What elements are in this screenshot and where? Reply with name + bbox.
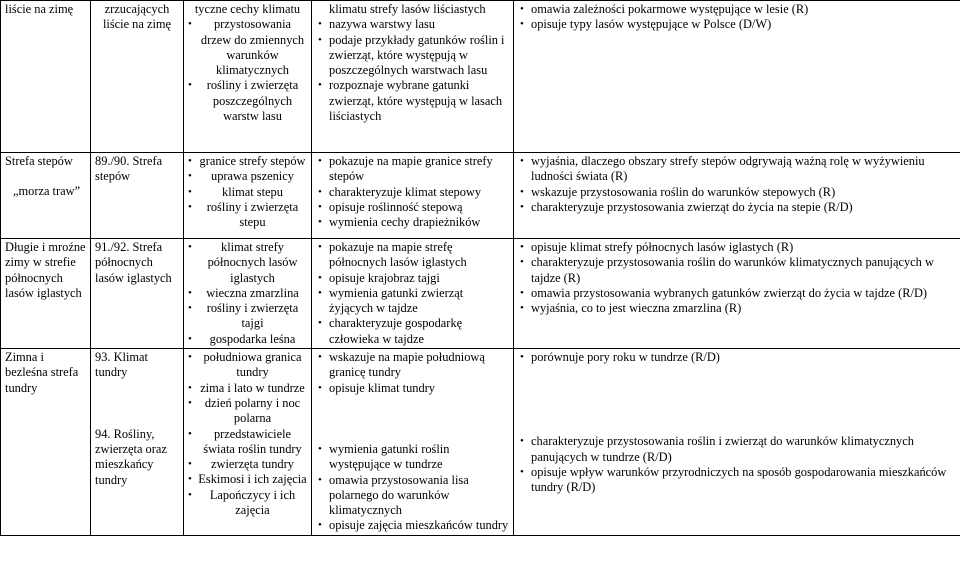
list-item: • przedstawiciele świata roślin tundry: [188, 427, 307, 458]
lesson-text: 89./90. Strefa stepów: [95, 154, 163, 184]
list-item: • wskazuje przystosowania roślin do warunków stepowych (R): [519, 185, 956, 200]
extended-req-cell: [514, 153, 960, 239]
basic-req-cell: [312, 1, 514, 153]
lesson-cell: [91, 153, 184, 239]
topic-text: Zimna i bezleśna strefa tundry: [5, 350, 79, 395]
list-item: • wieczna zmarzlina: [188, 286, 307, 301]
list-item: • opisuje roślinność stepową: [317, 200, 509, 215]
list-item: • dzień polarny i noc polarna: [188, 396, 307, 427]
table-row: [1, 153, 960, 239]
list-item: • opisuje klimat strefy północnych lasów iglastych (R): [519, 240, 956, 255]
topic-cell: [1, 239, 91, 349]
list-item: • Eskimosi i ich zajęcia: [188, 472, 307, 487]
extended-req-cell: [514, 349, 960, 536]
topic-cell: [1, 153, 91, 239]
requirement-text: klimatu strefy lasów liściastych: [329, 2, 486, 16]
list-item: • omawia zależności pokarmowe występujące w lesie (R): [519, 2, 956, 17]
list-item: • klimat stepu: [188, 185, 307, 200]
extended-req-cell: [514, 1, 960, 153]
list-item: • pokazuje na mapie strefę północnych lasów iglastych: [317, 240, 509, 271]
extended-req-cell: [514, 239, 960, 349]
list-item: • przystosowania drzew do zmiennych warunków klimatycznych: [188, 17, 307, 78]
list-item: • opisuje krajobraz tajgi: [317, 271, 509, 286]
list-item: • granice strefy stepów: [188, 154, 307, 169]
topic-text: Długie i mroźne zimy w strefie północnych lasów iglastych: [5, 240, 86, 300]
list-item: • charakteryzuje przystosowania roślin do warunków klimatycznych panujących w tajdze (R): [519, 255, 956, 286]
lesson-text: 91./92. Strefa północnych lasów iglastych: [95, 240, 172, 285]
topic-text: Strefa stepów: [5, 154, 73, 168]
list-item: • zima i lato w tundrze: [188, 381, 307, 396]
topic-cell: [1, 1, 91, 153]
list-item: • pokazuje na mapie granice strefy stepów: [317, 154, 509, 185]
content-cell: [184, 153, 312, 239]
list-item: • klimat strefy północnych lasów iglastych: [188, 240, 307, 286]
list-item: • charakteryzuje przystosowania roślin i zwierząt do warunków klimatycznych panujących w tundrze (R/D): [519, 434, 956, 465]
list-item: • południowa granica tundry: [188, 350, 307, 381]
list-item: • porównuje pory roku w tundrze (R/D): [519, 350, 956, 365]
list-item: • podaje przykłady gatunków roślin i zwierząt, które występują w poszczególnych warstwach lasu: [317, 33, 509, 79]
table-row: [1, 1, 960, 153]
list-item: • charakteryzuje klimat stepowy: [317, 185, 509, 200]
topic-text: liście na zimę: [5, 2, 74, 16]
topic-cell: [1, 349, 91, 536]
list-item: • omawia przystosowania lisa polarnego do warunków klimatycznych: [317, 473, 509, 519]
content-cell: [184, 349, 312, 536]
lesson-text: zrzucających liście na zimę: [102, 2, 172, 32]
list-item: • charakteryzuje gospodarkę człowieka w tajdze: [317, 316, 509, 347]
lesson-cell: [91, 239, 184, 349]
list-item: • opisuje typy lasów występujące w Polsce (D/W): [519, 17, 956, 32]
list-item: • uprawa pszenicy: [188, 169, 307, 184]
basic-req-cell: [312, 349, 514, 536]
list-item: • gospodarka leśna: [188, 332, 307, 347]
list-item: • charakteryzuje przystosowania zwierząt do życia na stepie (R/D): [519, 200, 956, 215]
list-item: • nazywa warstwy lasu: [317, 17, 509, 32]
list-item: • wyjaśnia, co to jest wieczna zmarzlina (R): [519, 301, 956, 316]
content-cell: [184, 239, 312, 349]
basic-req-cell: [312, 153, 514, 239]
list-item: • wymienia gatunki zwierząt żyjących w tajdze: [317, 286, 509, 317]
list-item: • rośliny i zwierzęta stepu: [188, 200, 307, 231]
lesson-cell: [91, 1, 184, 153]
list-item: • Lapończycy i ich zajęcia: [188, 488, 307, 519]
basic-req-cell: [312, 239, 514, 349]
content-cell: [184, 1, 312, 153]
list-item: • opisuje klimat tundry: [317, 381, 509, 396]
content-text: tyczne cechy klimatu: [194, 2, 301, 16]
list-item: • opisuje wpływ warunków przyrodniczych na sposób gospodarowania mieszkańców tundry (R/D): [519, 465, 956, 496]
list-item: • opisuje zajęcia mieszkańców tundry: [317, 518, 509, 533]
lesson-text: 94. Rośliny, zwierzęta oraz mieszkańcy tundry: [95, 426, 167, 487]
lesson-cell: [91, 349, 184, 536]
list-item: • wyjaśnia, dlaczego obszary strefy stepów odgrywają ważną rolę w wyżywieniu ludności świata (R): [519, 154, 956, 185]
list-item: • omawia przystosowania wybranych gatunków zwierząt do życia w tajdze (R/D): [519, 286, 956, 301]
list-item: • rozpoznaje wybrane gatunki zwierząt, które występują w lasach liściastych: [317, 78, 509, 124]
list-item: • zwierzęta tundry: [188, 457, 307, 472]
list-item: • wymienia cechy drapieżników: [317, 215, 509, 230]
table-row: [1, 239, 960, 349]
table-row: [1, 349, 960, 536]
list-item: • rośliny i zwierzęta tajgi: [188, 301, 307, 332]
topic-subtitle: „morza traw”: [13, 184, 81, 199]
lesson-text: 93. Klimat tundry: [95, 350, 148, 380]
list-item: • wskazuje na mapie południową granicę tundry: [317, 350, 509, 381]
list-item: • rośliny i zwierzęta poszczególnych warstw lasu: [188, 78, 307, 124]
list-item: • wymienia gatunki roślin występujące w tundrze: [317, 442, 509, 473]
